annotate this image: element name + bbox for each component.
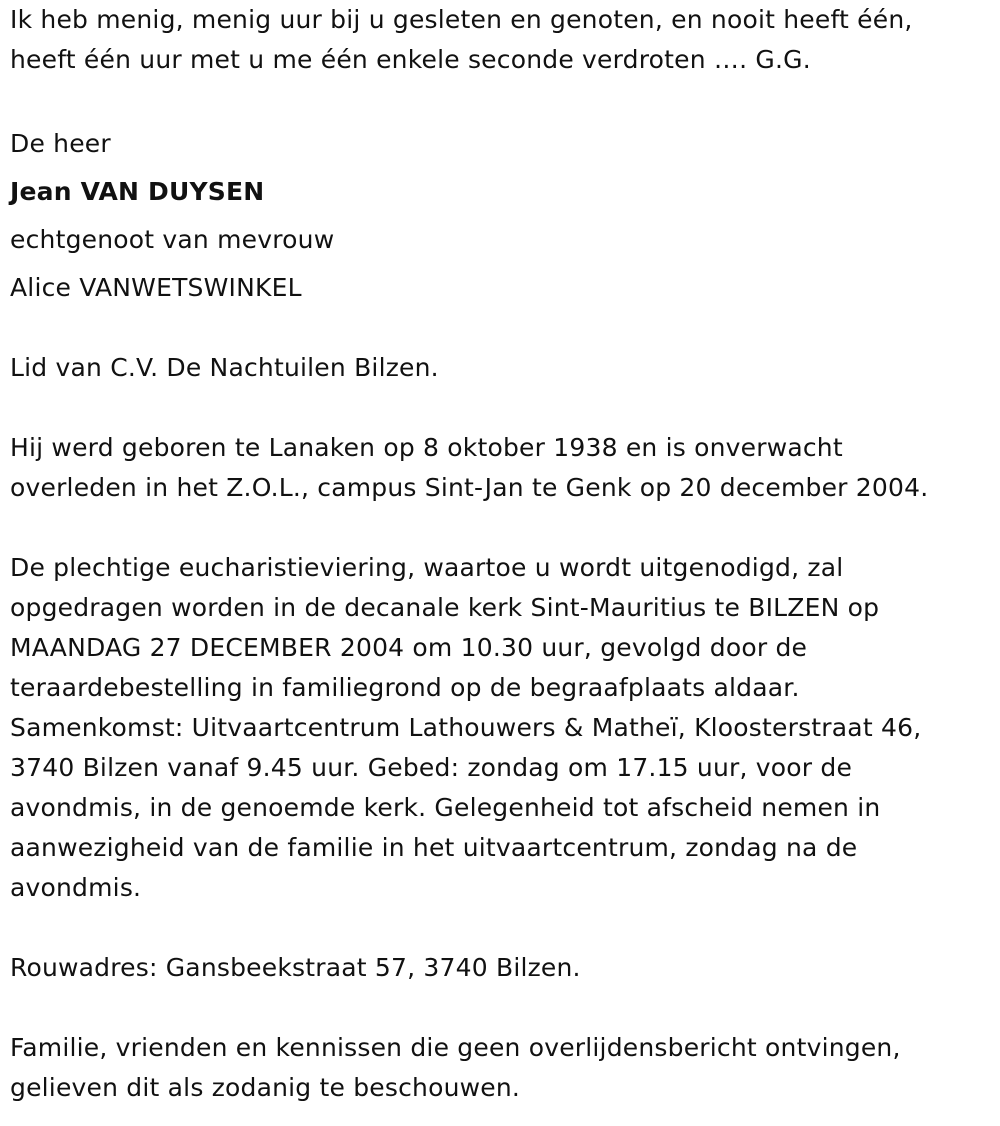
ceremony-paragraph <box>10 548 995 908</box>
quote-line: Ik heb menig, menig uur bij u gesleten en genoten, en nooit heeft één, <box>10 5 913 34</box>
relation-text: echtgenoot van mevrouw <box>10 225 335 254</box>
spouse-name: Alice VANWETSWINKEL <box>10 273 302 302</box>
honorific: De heer <box>10 129 111 158</box>
birth-death-line: overleden in het Z.O.L., campus Sint-Jan te Genk op 20 december 2004. <box>10 473 929 502</box>
ceremony-line: avondmis, in de genoemde kerk. Gelegenheid tot afscheid nemen in <box>10 793 881 822</box>
ceremony-line: MAANDAG 27 DECEMBER 2004 om 10.30 uur, gevolgd door de <box>10 633 808 662</box>
mourning-address: Rouwadres: Gansbeekstraat 57, 3740 Bilzen. <box>10 953 581 982</box>
obituary-document <box>10 0 995 1108</box>
membership-text: Lid van C.V. De Nachtuilen Bilzen. <box>10 353 439 382</box>
address-paragraph <box>10 948 995 988</box>
ceremony-line: 3740 Bilzen vanaf 9.45 uur. Gebed: zondag om 17.15 uur, voor de <box>10 753 853 782</box>
quote-paragraph <box>10 0 995 80</box>
deceased-name: Jean VAN DUYSEN <box>10 177 265 206</box>
ceremony-line: opgedragen worden in de decanale kerk Sint-Mauritius te BILZEN op <box>10 593 880 622</box>
birth-death-paragraph <box>10 428 995 508</box>
notice-paragraph <box>10 1028 995 1108</box>
ceremony-line: aanwezigheid van de familie in het uitvaartcentrum, zondag na de <box>10 833 858 862</box>
deceased-block <box>10 120 995 312</box>
birth-death-line: Hij werd geboren te Lanaken op 8 oktober 1938 en is onverwacht <box>10 433 843 462</box>
notice-line: Familie, vrienden en kennissen die geen overlijdensbericht ontvingen, <box>10 1033 901 1062</box>
quote-line: heeft één uur met u me één enkele seconde verdroten …. G.G. <box>10 45 811 74</box>
notice-line: gelieven dit als zodanig te beschouwen. <box>10 1073 521 1102</box>
ceremony-line: avondmis. <box>10 873 142 902</box>
ceremony-line: Samenkomst: Uitvaartcentrum Lathouwers & Matheï, Kloosterstraat 46, <box>10 713 922 742</box>
ceremony-line: De plechtige eucharistieviering, waartoe u wordt uitgenodigd, zal <box>10 553 844 582</box>
ceremony-line: teraardebestelling in familiegrond op de begraafplaats aldaar. <box>10 673 800 702</box>
membership-paragraph <box>10 348 995 388</box>
